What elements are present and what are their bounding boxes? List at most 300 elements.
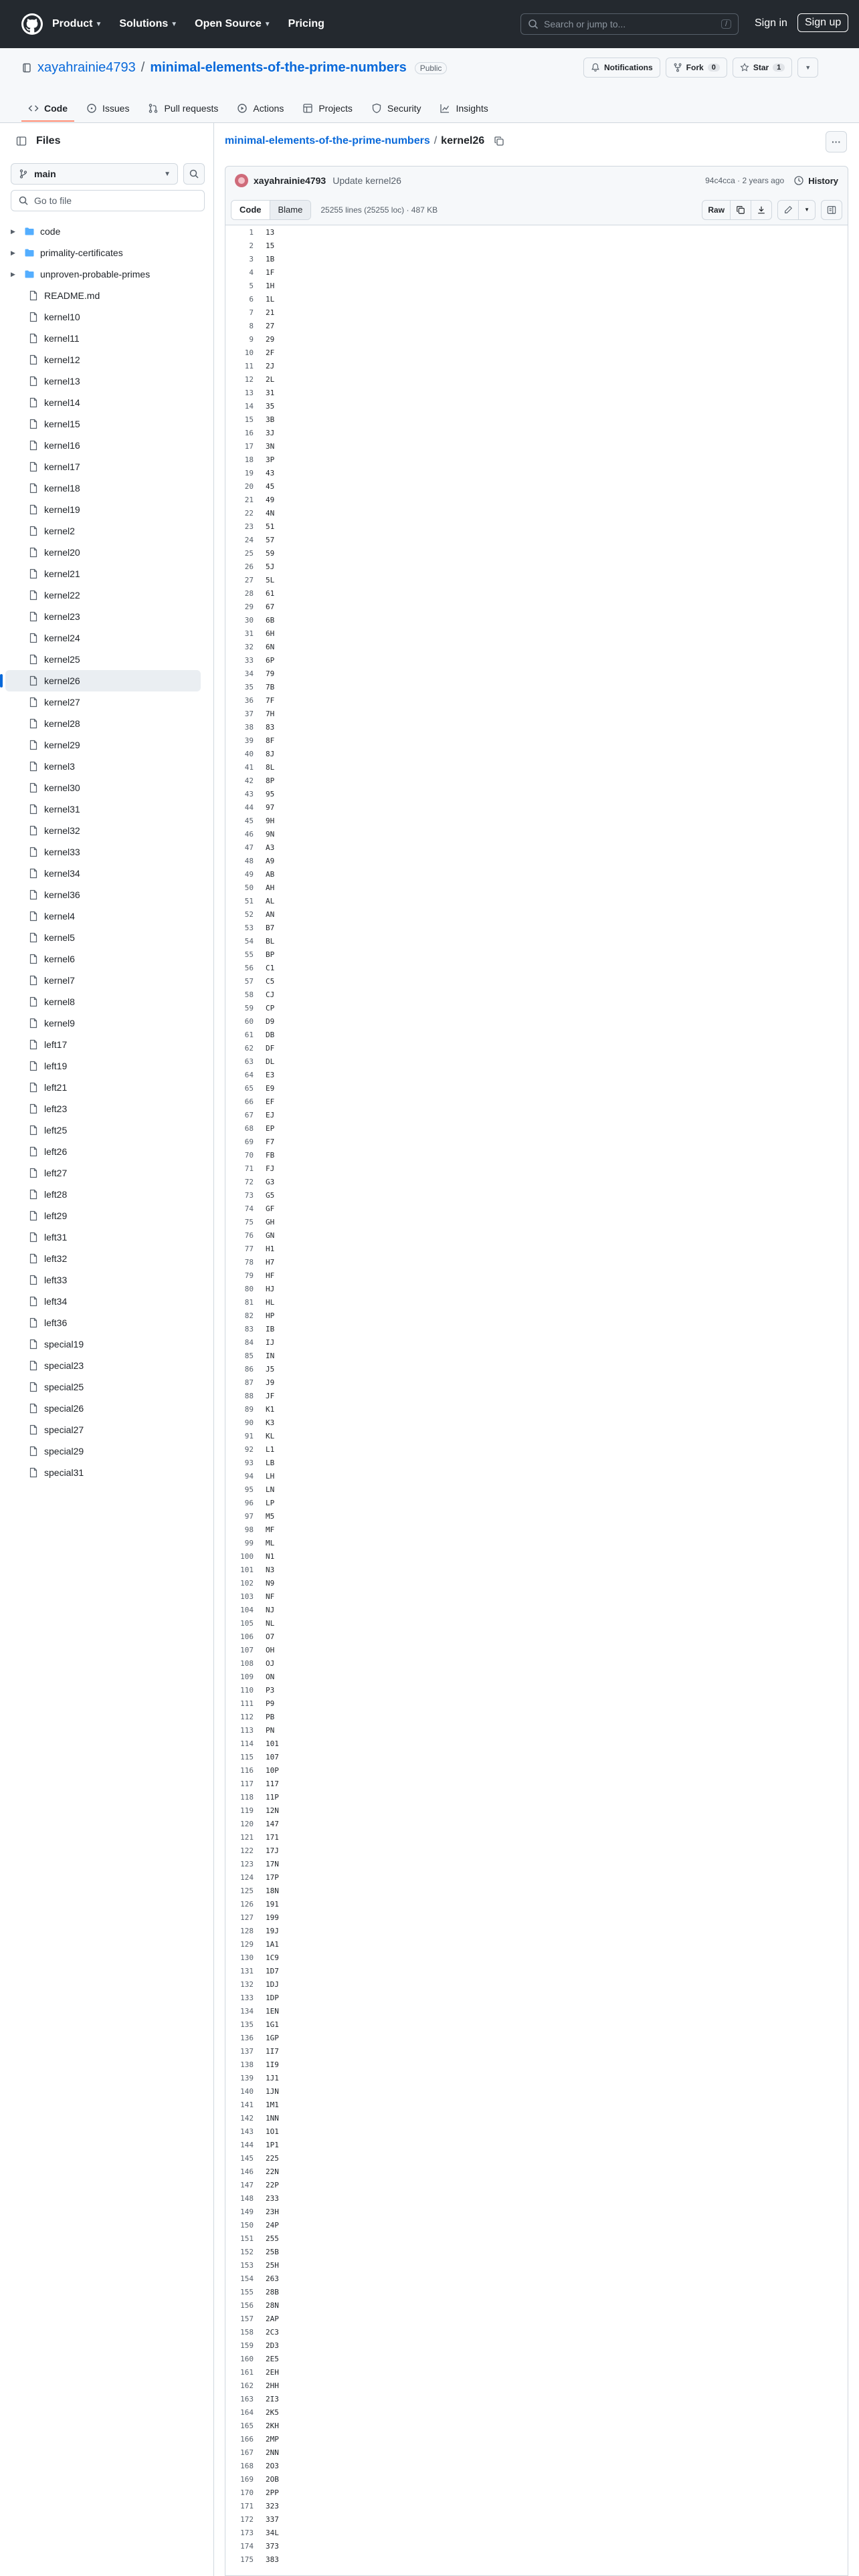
line-number[interactable]: 120 — [240, 1819, 254, 1828]
line-number[interactable]: 82 — [244, 1311, 254, 1320]
tree-file-item[interactable] — [5, 1055, 201, 1077]
line-number[interactable]: 101 — [240, 1565, 254, 1574]
tree-file-item[interactable] — [5, 863, 201, 884]
tree-file-item[interactable] — [5, 948, 201, 970]
line-number[interactable]: 140 — [240, 2086, 254, 2096]
line-number[interactable]: 56 — [244, 963, 254, 972]
tab-issues[interactable] — [80, 95, 136, 122]
tree-file-item[interactable] — [5, 1419, 201, 1440]
tree-file-item[interactable] — [5, 563, 201, 584]
line-number[interactable]: 122 — [240, 1846, 254, 1855]
line-number[interactable]: 73 — [244, 1190, 254, 1200]
line-number[interactable]: 131 — [240, 1966, 254, 1975]
tree-file-item[interactable] — [5, 1119, 201, 1141]
line-number[interactable]: 161 — [240, 2367, 254, 2377]
copy-icon[interactable] — [494, 136, 504, 146]
line-number[interactable]: 29 — [244, 602, 254, 611]
tree-file-item[interactable] — [5, 1162, 201, 1184]
line-number[interactable]: 157 — [240, 2314, 254, 2323]
tree-file-item[interactable] — [5, 1248, 201, 1269]
line-number[interactable]: 139 — [240, 2073, 254, 2082]
line-number[interactable]: 36 — [244, 695, 254, 705]
download-button[interactable] — [751, 201, 771, 219]
tree-file-item[interactable] — [5, 370, 201, 392]
line-number[interactable]: 3 — [249, 254, 254, 263]
line-number[interactable]: 99 — [244, 1538, 254, 1547]
line-number[interactable]: 65 — [244, 1083, 254, 1093]
line-number[interactable]: 130 — [240, 1953, 254, 1962]
line-number[interactable]: 167 — [240, 2448, 254, 2457]
line-number[interactable]: 80 — [244, 1284, 254, 1293]
raw-button[interactable]: Raw — [702, 201, 731, 219]
edit-dropdown-button[interactable] — [799, 201, 815, 219]
line-number[interactable]: 84 — [244, 1337, 254, 1347]
line-number[interactable]: 60 — [244, 1016, 254, 1026]
line-number[interactable]: 10 — [244, 348, 254, 357]
line-number[interactable]: 126 — [240, 1899, 254, 1909]
line-number[interactable]: 107 — [240, 1645, 254, 1654]
line-number[interactable]: 30 — [244, 615, 254, 625]
line-number[interactable]: 51 — [244, 896, 254, 905]
tree-file-item[interactable] — [5, 691, 201, 713]
symbols-panel-button[interactable] — [822, 201, 842, 219]
line-number[interactable]: 100 — [240, 1551, 254, 1561]
line-number[interactable]: 49 — [244, 869, 254, 879]
line-number[interactable]: 63 — [244, 1057, 254, 1066]
line-number[interactable]: 12 — [244, 374, 254, 384]
line-number[interactable]: 114 — [240, 1739, 254, 1748]
line-number[interactable]: 116 — [240, 1765, 254, 1775]
line-number[interactable]: 108 — [240, 1658, 254, 1668]
line-content: N1 — [266, 1551, 275, 1561]
line-number[interactable]: 23 — [244, 522, 254, 531]
code-line — [225, 1402, 848, 1416]
line-number[interactable]: 127 — [240, 1913, 254, 1922]
search-files-button[interactable] — [183, 163, 205, 185]
tree-file-item[interactable] — [5, 970, 201, 991]
tree-file-item[interactable] — [5, 670, 201, 691]
tree-file-item[interactable] — [5, 905, 201, 927]
tree-file-item[interactable] — [5, 606, 201, 627]
notifications-button[interactable] — [583, 58, 660, 78]
line-content: DF — [266, 1043, 275, 1053]
line-number[interactable]: 132 — [240, 1979, 254, 1989]
line-number[interactable]: 18 — [244, 455, 254, 464]
line-number[interactable]: 41 — [244, 762, 254, 772]
search-input[interactable] — [520, 13, 739, 35]
line-number[interactable]: 94 — [244, 1471, 254, 1481]
line-number[interactable]: 145 — [240, 2153, 254, 2163]
line-number[interactable]: 172 — [240, 2514, 254, 2524]
line-number[interactable]: 137 — [240, 2046, 254, 2056]
tree-file-item[interactable] — [5, 1440, 201, 1462]
line-number[interactable]: 143 — [240, 2127, 254, 2136]
line-number[interactable]: 165 — [240, 2421, 254, 2430]
line-number[interactable]: 158 — [240, 2327, 254, 2337]
line-number[interactable]: 89 — [244, 1404, 254, 1414]
line-number[interactable]: 150 — [240, 2220, 254, 2230]
line-number[interactable]: 123 — [240, 1859, 254, 1868]
tree-file-item[interactable] — [5, 1333, 201, 1355]
line-number[interactable]: 33 — [244, 655, 254, 665]
line-number[interactable]: 45 — [244, 816, 254, 825]
line-number[interactable]: 6 — [249, 294, 254, 304]
line-number[interactable]: 170 — [240, 2488, 254, 2497]
line-number[interactable]: 149 — [240, 2207, 254, 2216]
line-number[interactable]: 133 — [240, 1993, 254, 2002]
code-line — [225, 2405, 848, 2419]
tree-file-item[interactable] — [5, 1398, 201, 1419]
copy-raw-button[interactable] — [731, 201, 751, 219]
file-icon — [28, 1467, 39, 1478]
line-number[interactable]: 24 — [244, 535, 254, 544]
line-number[interactable]: 21 — [244, 495, 254, 504]
tree-file-item[interactable] — [5, 1226, 201, 1248]
tree-file-item[interactable] — [5, 713, 201, 734]
tab-pull-requests[interactable] — [141, 95, 225, 122]
line-number[interactable]: 153 — [240, 2260, 254, 2270]
breadcrumb-file-name: kernel26 — [441, 135, 485, 146]
tree-file-item[interactable] — [5, 884, 201, 905]
line-number[interactable]: 74 — [244, 1204, 254, 1213]
commit-author-link[interactable]: xayahrainie4793 — [254, 175, 326, 186]
line-number[interactable]: 113 — [240, 1725, 254, 1735]
line-number[interactable]: 118 — [240, 1792, 254, 1802]
line-number[interactable]: 152 — [240, 2247, 254, 2256]
line-number[interactable]: 156 — [240, 2300, 254, 2310]
tree-file-item[interactable] — [5, 927, 201, 948]
line-number[interactable]: 117 — [240, 1779, 254, 1788]
github-logo-icon[interactable] — [21, 13, 43, 35]
star-dropdown-button[interactable] — [797, 58, 818, 78]
line-number[interactable]: 20 — [244, 481, 254, 491]
line-number[interactable]: 53 — [244, 923, 254, 932]
tab-code[interactable] — [21, 95, 74, 122]
line-content: 337 — [266, 2514, 279, 2524]
line-number[interactable]: 106 — [240, 1632, 254, 1641]
line-number[interactable]: 144 — [240, 2140, 254, 2149]
line-number[interactable]: 43 — [244, 789, 254, 798]
tree-file-item[interactable] — [5, 392, 201, 413]
tree-file-item[interactable] — [5, 1077, 201, 1098]
line-number[interactable]: 61 — [244, 1030, 254, 1039]
line-number[interactable]: 142 — [240, 2113, 254, 2123]
tree-file-item[interactable] — [5, 734, 201, 756]
line-number[interactable]: 66 — [244, 1097, 254, 1106]
line-number[interactable]: 103 — [240, 1592, 254, 1601]
line-number[interactable]: 105 — [240, 1618, 254, 1628]
line-number[interactable]: 52 — [244, 909, 254, 919]
line-number[interactable]: 164 — [240, 2407, 254, 2417]
more-options-button[interactable] — [826, 131, 847, 152]
chevron-right-icon[interactable]: ▶ — [11, 249, 15, 256]
line-number[interactable]: 32 — [244, 642, 254, 651]
line-number[interactable]: 14 — [244, 401, 254, 411]
line-number[interactable]: 159 — [240, 2341, 254, 2350]
tree-file-item[interactable] — [5, 841, 201, 863]
line-number[interactable]: 28 — [244, 588, 254, 598]
line-number[interactable]: 47 — [244, 843, 254, 852]
chevron-right-icon[interactable]: ▶ — [11, 227, 15, 235]
star-button[interactable] — [733, 58, 792, 78]
line-number[interactable]: 78 — [244, 1257, 254, 1267]
fork-button[interactable] — [666, 58, 727, 78]
tree-file-item[interactable] — [5, 777, 201, 798]
line-number[interactable]: 34 — [244, 669, 254, 678]
line-number[interactable]: 110 — [240, 1685, 254, 1695]
line-number[interactable]: 7 — [249, 308, 254, 317]
sign-up-button[interactable]: Sign up — [797, 13, 848, 32]
line-number[interactable]: 57 — [244, 976, 254, 986]
line-number[interactable]: 68 — [244, 1123, 254, 1133]
avatar[interactable] — [235, 174, 248, 187]
repo-name-link[interactable]: minimal-elements-of-the-prime-numbers — [150, 60, 407, 75]
line-number[interactable]: 70 — [244, 1150, 254, 1160]
line-number[interactable]: 166 — [240, 2434, 254, 2444]
line-number[interactable]: 9 — [249, 334, 254, 344]
code-line — [225, 2298, 848, 2312]
line-number[interactable]: 11 — [244, 361, 254, 370]
line-number[interactable]: 26 — [244, 562, 254, 571]
line-number[interactable]: 59 — [244, 1003, 254, 1012]
line-number[interactable]: 39 — [244, 736, 254, 745]
tree-folder-item[interactable] — [5, 263, 201, 285]
tree-file-item[interactable] — [5, 413, 201, 435]
line-number[interactable]: 98 — [244, 1525, 254, 1534]
tab-projects[interactable] — [296, 95, 359, 122]
line-number[interactable]: 15 — [244, 415, 254, 424]
line-number[interactable]: 93 — [244, 1458, 254, 1467]
tree-folder-item[interactable] — [5, 221, 201, 242]
line-number[interactable]: 86 — [244, 1364, 254, 1374]
tree-file-item[interactable] — [5, 1205, 201, 1226]
tree-file-item[interactable] — [5, 1462, 201, 1483]
line-number[interactable]: 13 — [244, 388, 254, 397]
tree-file-item[interactable] — [5, 798, 201, 820]
tree-file-item[interactable] — [5, 756, 201, 777]
line-number[interactable]: 67 — [244, 1110, 254, 1119]
tree-file-item[interactable] — [5, 1141, 201, 1162]
branch-row — [11, 163, 205, 185]
line-number[interactable]: 151 — [240, 2234, 254, 2243]
line-number[interactable]: 124 — [240, 1872, 254, 1882]
line-number[interactable]: 112 — [240, 1712, 254, 1721]
tree-file-item[interactable] — [5, 349, 201, 370]
tree-file-item[interactable] — [5, 542, 201, 563]
commit-message-link[interactable]: Update kernel26 — [332, 175, 401, 186]
tree-file-item[interactable] — [5, 1098, 201, 1119]
tree-file-item[interactable] — [5, 1184, 201, 1205]
line-number[interactable]: 171 — [240, 2501, 254, 2510]
tree-file-item[interactable] — [5, 1355, 201, 1376]
line-number[interactable]: 96 — [244, 1498, 254, 1507]
chevron-down-icon: ▼ — [804, 207, 809, 213]
tree-item-label: kernel28 — [44, 718, 80, 729]
line-content: 107 — [266, 1752, 279, 1761]
line-content: C5 — [266, 976, 275, 986]
line-content: 3N — [266, 441, 275, 451]
line-content: 1I9 — [266, 2060, 279, 2069]
line-number[interactable]: 95 — [244, 1485, 254, 1494]
line-content: 19J — [266, 1926, 279, 1935]
line-number[interactable]: 37 — [244, 709, 254, 718]
line-number[interactable]: 121 — [240, 1832, 254, 1842]
line-number[interactable]: 75 — [244, 1217, 254, 1226]
line-number[interactable]: 115 — [240, 1752, 254, 1761]
line-number[interactable]: 174 — [240, 2541, 254, 2551]
tree-file-item[interactable] — [5, 1269, 201, 1291]
line-number[interactable]: 25 — [244, 548, 254, 558]
edit-button[interactable] — [778, 201, 799, 219]
line-number[interactable]: 92 — [244, 1444, 254, 1454]
line-number[interactable]: 19 — [244, 468, 254, 477]
line-number[interactable]: 46 — [244, 829, 254, 839]
line-number[interactable]: 81 — [244, 1297, 254, 1307]
line-number[interactable]: 87 — [244, 1378, 254, 1387]
tree-file-item[interactable] — [5, 1034, 201, 1055]
line-number[interactable]: 77 — [244, 1244, 254, 1253]
line-number[interactable]: 50 — [244, 883, 254, 892]
line-number[interactable]: 169 — [240, 2474, 254, 2484]
code-line — [225, 1175, 848, 1188]
line-number[interactable]: 64 — [244, 1070, 254, 1079]
line-number[interactable]: 111 — [240, 1699, 254, 1708]
line-number[interactable]: 55 — [244, 950, 254, 959]
tab-actions[interactable] — [230, 95, 290, 122]
line-number[interactable]: 148 — [240, 2193, 254, 2203]
line-number[interactable]: 35 — [244, 682, 254, 691]
blame-view-button[interactable]: Blame — [270, 201, 311, 219]
line-number[interactable]: 90 — [244, 1418, 254, 1427]
tree-file-item[interactable] — [5, 1312, 201, 1333]
tree-file-item[interactable] — [5, 499, 201, 520]
tree-file-item[interactable] — [5, 477, 201, 499]
repo-owner-link[interactable]: xayahrainie4793 — [37, 60, 136, 75]
line-number[interactable]: 27 — [244, 575, 254, 584]
line-number[interactable]: 125 — [240, 1886, 254, 1895]
line-number[interactable]: 8 — [249, 321, 254, 330]
line-number[interactable]: 38 — [244, 722, 254, 732]
tab-insights[interactable] — [433, 95, 494, 122]
tree-folder-item[interactable] — [5, 242, 201, 263]
line-number[interactable]: 173 — [240, 2528, 254, 2537]
tree-file-item[interactable] — [5, 649, 201, 670]
line-number[interactable]: 71 — [244, 1164, 254, 1173]
line-content: 9H — [266, 816, 275, 825]
tree-item-label: special29 — [44, 1446, 84, 1457]
tree-file-item[interactable] — [5, 1012, 201, 1034]
line-number[interactable]: 136 — [240, 2033, 254, 2042]
code-line — [225, 2526, 848, 2539]
line-number[interactable]: 22 — [244, 508, 254, 518]
line-content: B7 — [266, 923, 275, 932]
line-number[interactable]: 76 — [244, 1230, 254, 1240]
history-button[interactable] — [793, 175, 838, 186]
line-number[interactable]: 155 — [240, 2287, 254, 2296]
tree-file-item[interactable] — [5, 584, 201, 606]
tree-file-item[interactable] — [5, 306, 201, 328]
line-number[interactable]: 17 — [244, 441, 254, 451]
nav-pricing[interactable] — [284, 16, 328, 32]
line-number[interactable]: 91 — [244, 1431, 254, 1440]
line-number[interactable]: 42 — [244, 776, 254, 785]
code-line — [225, 907, 848, 921]
line-number[interactable]: 97 — [244, 1511, 254, 1521]
tree-file-item[interactable] — [5, 627, 201, 649]
tree-file-item[interactable] — [5, 285, 201, 306]
line-number[interactable]: 162 — [240, 2381, 254, 2390]
line-number[interactable]: 85 — [244, 1351, 254, 1360]
line-number[interactable]: 134 — [240, 2006, 254, 2016]
go-to-file-input[interactable] — [11, 190, 205, 211]
tree-file-item[interactable] — [5, 1376, 201, 1398]
line-number[interactable]: 1 — [249, 227, 254, 237]
line-number[interactable]: 163 — [240, 2394, 254, 2403]
line-number[interactable]: 79 — [244, 1271, 254, 1280]
sign-in-link[interactable]: Sign in — [755, 17, 787, 29]
line-number[interactable]: 5 — [249, 281, 254, 290]
line-number[interactable]: 168 — [240, 2461, 254, 2470]
line-number[interactable]: 138 — [240, 2060, 254, 2069]
tree-file-item[interactable] — [5, 435, 201, 456]
line-number[interactable]: 88 — [244, 1391, 254, 1400]
line-number[interactable]: 128 — [240, 1926, 254, 1935]
nav-open-source[interactable] — [191, 16, 274, 32]
line-number[interactable]: 141 — [240, 2100, 254, 2109]
line-number[interactable]: 72 — [244, 1177, 254, 1186]
line-number[interactable]: 54 — [244, 936, 254, 946]
line-number[interactable]: 135 — [240, 2020, 254, 2029]
tab-security[interactable] — [365, 95, 428, 122]
line-number[interactable]: 160 — [240, 2354, 254, 2363]
line-number[interactable]: 83 — [244, 1324, 254, 1333]
tab-security-label: Security — [387, 103, 421, 114]
tree-file-item[interactable] — [5, 820, 201, 841]
line-number[interactable]: 175 — [240, 2555, 254, 2564]
line-number[interactable]: 40 — [244, 749, 254, 758]
line-number[interactable]: 147 — [240, 2180, 254, 2189]
line-number[interactable]: 104 — [240, 1605, 254, 1614]
line-number[interactable]: 109 — [240, 1672, 254, 1681]
tree-file-item[interactable] — [5, 520, 201, 542]
line-number[interactable]: 48 — [244, 856, 254, 865]
chevron-right-icon[interactable]: ▶ — [11, 270, 15, 278]
line-number[interactable]: 62 — [244, 1043, 254, 1053]
code-view-button[interactable]: Code — [231, 201, 270, 219]
line-number[interactable]: 58 — [244, 990, 254, 999]
line-number[interactable]: 2 — [249, 241, 254, 250]
line-number[interactable]: 146 — [240, 2167, 254, 2176]
tree-file-item[interactable] — [5, 991, 201, 1012]
line-number[interactable]: 31 — [244, 629, 254, 638]
nav-solutions[interactable] — [115, 16, 181, 32]
breadcrumb-repo-link[interactable]: minimal-elements-of-the-prime-numbers — [225, 135, 430, 146]
nav-product[interactable] — [48, 16, 106, 32]
line-number[interactable]: 154 — [240, 2274, 254, 2283]
line-number[interactable]: 119 — [240, 1806, 254, 1815]
line-number[interactable]: 4 — [249, 267, 254, 277]
sidebar-collapse-icon[interactable] — [16, 136, 27, 146]
tree-file-item[interactable] — [5, 456, 201, 477]
line-number[interactable]: 69 — [244, 1137, 254, 1146]
tree-file-item[interactable] — [5, 328, 201, 349]
branch-selector[interactable] — [11, 163, 178, 185]
line-number[interactable]: 44 — [244, 802, 254, 812]
line-number[interactable]: 16 — [244, 428, 254, 437]
tree-file-item[interactable] — [5, 1291, 201, 1312]
line-number[interactable]: 102 — [240, 1578, 254, 1588]
line-number[interactable]: 129 — [240, 1939, 254, 1949]
